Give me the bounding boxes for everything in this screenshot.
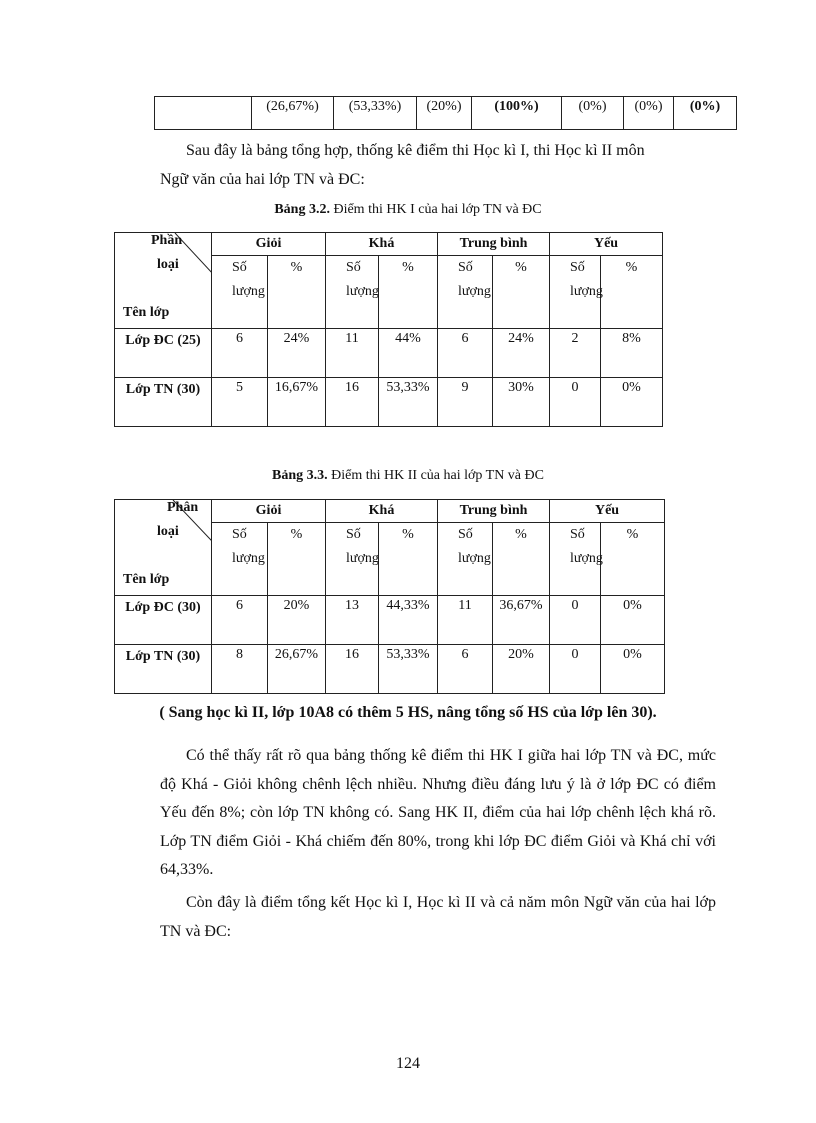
table-cell: (0%) bbox=[562, 97, 624, 130]
pct-subheader: % bbox=[601, 256, 663, 329]
group-header: Khá bbox=[326, 233, 438, 256]
table-cell: 44,33% bbox=[379, 596, 438, 645]
table-row bbox=[115, 596, 665, 645]
analysis-paragraph: Có thể thấy rất rõ qua bảng thống kê điểm thi HK I giữa hai lớp TN và ĐC, mức độ Khá - Giỏi không chênh lệch nhiều. Nhưng điều đáng lưu ý là ở lớp ĐC có điểm Yếu đến 8%; còn lớp TN không có. Sang HK II, điểm của hai lớp chênh lệch khá rõ. Lớp TN điểm Giỏi - Khá chiếm đến 80%, trong khi lớp ĐC điểm Giỏi và Khá chỉ với 64,33%. bbox=[160, 747, 716, 878]
group-header: Giỏi bbox=[212, 500, 326, 523]
count-subheader: Số lượng bbox=[212, 256, 268, 329]
pct-subheader: % bbox=[379, 256, 438, 329]
table-cell: 6 bbox=[438, 645, 493, 694]
row-label: Lớp ĐC (25) bbox=[115, 329, 212, 378]
pct-subheader: % bbox=[379, 523, 438, 596]
count-subheader: Số lượng bbox=[438, 523, 493, 596]
table-caption-3-3 bbox=[0, 468, 816, 484]
group-header: Khá bbox=[326, 500, 438, 523]
table-cell: 6 bbox=[212, 596, 268, 645]
table-cell: 36,67% bbox=[493, 596, 550, 645]
group-header: Yếu bbox=[550, 233, 663, 256]
table-cell: (20%) bbox=[417, 97, 472, 130]
table-cell: 30% bbox=[493, 378, 550, 427]
table-cell: 0% bbox=[601, 378, 663, 427]
count-subheader: Số lượng bbox=[212, 523, 268, 596]
table-header-row bbox=[115, 233, 663, 256]
table-row bbox=[115, 378, 663, 427]
corner-top: Phần bbox=[151, 233, 183, 248]
corner-bottom: Tên lớp bbox=[123, 305, 170, 320]
page-number: 124 bbox=[396, 1055, 420, 1072]
table-cell: 26,67% bbox=[268, 645, 326, 694]
row-label: Lớp TN (30) bbox=[115, 378, 212, 427]
table-row bbox=[115, 645, 665, 694]
table-caption-3-2 bbox=[0, 202, 816, 218]
table-row bbox=[115, 329, 663, 378]
top-summary-table bbox=[154, 96, 737, 130]
corner-mid: loại bbox=[157, 257, 179, 272]
count-subheader: Số lượng bbox=[326, 256, 379, 329]
group-header: Trung bình bbox=[438, 233, 550, 256]
table-cell: 0 bbox=[550, 645, 601, 694]
table-cell: 53,33% bbox=[379, 645, 438, 694]
group-header: Yếu bbox=[550, 500, 665, 523]
corner-top: Phân bbox=[167, 500, 199, 515]
caption-text: Điểm thi HK I của hai lớp TN và ĐC bbox=[329, 202, 542, 217]
caption-text: Điểm thi HK II của hai lớp TN và ĐC bbox=[327, 468, 544, 483]
pct-subheader: % bbox=[268, 256, 326, 329]
grade-table-hk1 bbox=[114, 232, 663, 427]
pct-subheader: % bbox=[268, 523, 326, 596]
count-subheader: Số lượng bbox=[550, 256, 601, 329]
group-header: Trung bình bbox=[438, 500, 550, 523]
pct-subheader: % bbox=[493, 523, 550, 596]
closing-paragraph: Còn đây là điểm tổng kết Học kì I, Học kì II và cả năm môn Ngữ văn của hai lớp TN và ĐC: bbox=[160, 894, 716, 940]
table-cell: 44% bbox=[379, 329, 438, 378]
count-subheader: Số lượng bbox=[326, 523, 379, 596]
table-cell: 16 bbox=[326, 378, 379, 427]
table-cell: 8% bbox=[601, 329, 663, 378]
table-cell: 0% bbox=[601, 596, 665, 645]
table-cell: 11 bbox=[438, 596, 493, 645]
table-cell: 5 bbox=[212, 378, 268, 427]
table-cell: 20% bbox=[493, 645, 550, 694]
table-cell: 16,67% bbox=[268, 378, 326, 427]
table-cell: 16 bbox=[326, 645, 379, 694]
table-cell: 24% bbox=[268, 329, 326, 378]
table-cell: 53,33% bbox=[379, 378, 438, 427]
pct-subheader: % bbox=[601, 523, 665, 596]
table-header-row bbox=[115, 500, 665, 523]
table-cell: 24% bbox=[493, 329, 550, 378]
grade-table-hk2 bbox=[114, 499, 665, 694]
pct-subheader: % bbox=[493, 256, 550, 329]
count-subheader: Số lượng bbox=[438, 256, 493, 329]
intro-line-1: Sau đây là bảng tổng hợp, thống kê điểm thi Học kì I, thi Học kì II môn bbox=[186, 142, 645, 159]
table-cell: 20% bbox=[268, 596, 326, 645]
table-cell: (100%) bbox=[472, 97, 562, 130]
note-line: ( Sang học kì II, lớp 10A8 có thêm 5 HS, nâng tổng số HS của lớp lên 30). bbox=[159, 704, 657, 721]
group-header: Giỏi bbox=[212, 233, 326, 256]
table-cell: 9 bbox=[438, 378, 493, 427]
caption-label: Bảng 3.3. bbox=[272, 468, 328, 483]
corner-header-cell bbox=[115, 233, 212, 329]
count-subheader: Số lượng bbox=[550, 523, 601, 596]
table-cell: 8 bbox=[212, 645, 268, 694]
table-cell: (26,67%) bbox=[252, 97, 334, 130]
intro-paragraph bbox=[160, 137, 716, 194]
table-cell: 6 bbox=[212, 329, 268, 378]
caption-label: Bảng 3.2. bbox=[274, 202, 330, 217]
table-cell: 6 bbox=[438, 329, 493, 378]
row-label: Lớp ĐC (30) bbox=[115, 596, 212, 645]
corner-bottom: Tên lớp bbox=[123, 572, 170, 587]
corner-header-cell bbox=[115, 500, 212, 596]
row-label: Lớp TN (30) bbox=[115, 645, 212, 694]
corner-mid: loại bbox=[157, 524, 179, 539]
table-cell: (0%) bbox=[674, 97, 737, 130]
table-cell: (53,33%) bbox=[334, 97, 417, 130]
table-row bbox=[155, 97, 737, 130]
table-cell: 0% bbox=[601, 645, 665, 694]
table-cell: (0%) bbox=[624, 97, 674, 130]
table-cell: 2 bbox=[550, 329, 601, 378]
table-cell: 0 bbox=[550, 596, 601, 645]
table-cell: 0 bbox=[550, 378, 601, 427]
table-cell: 11 bbox=[326, 329, 379, 378]
table-cell: 13 bbox=[326, 596, 379, 645]
intro-line-2: Ngữ văn của hai lớp TN và ĐC: bbox=[160, 170, 365, 188]
table-cell bbox=[155, 97, 252, 130]
